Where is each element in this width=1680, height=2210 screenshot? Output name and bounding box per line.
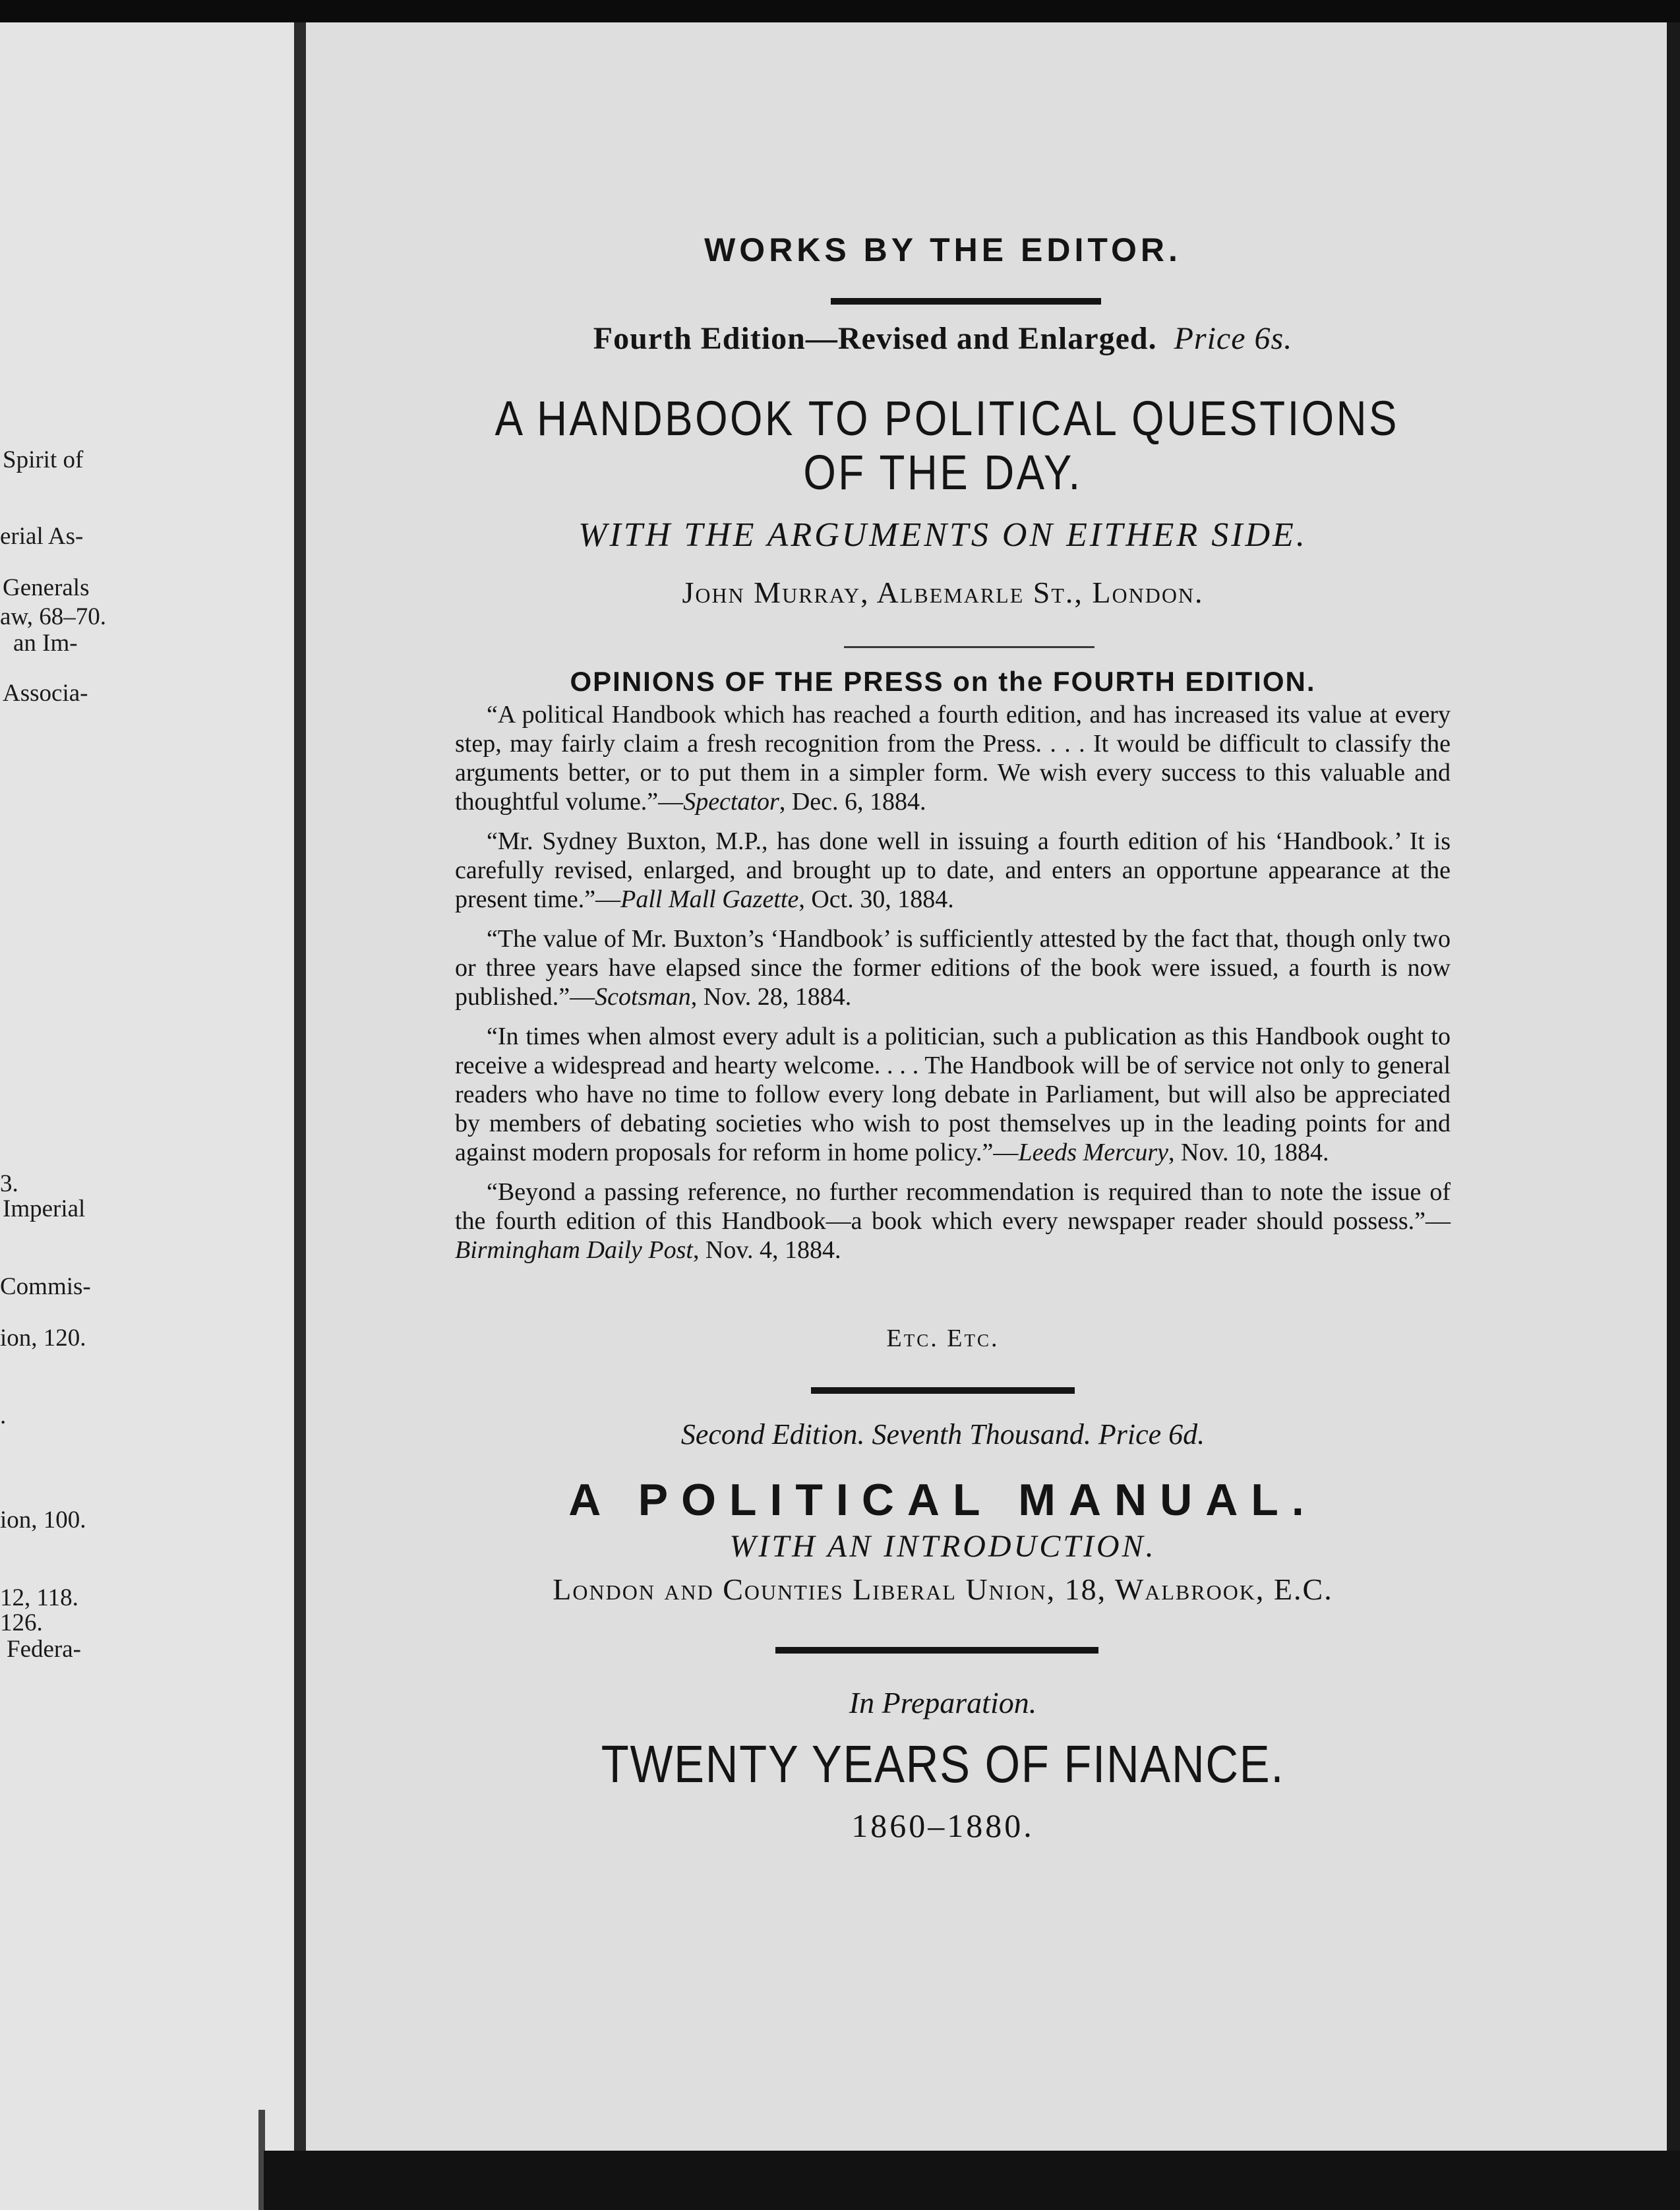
- quote-source: Scotsman: [595, 983, 691, 1011]
- scan-border-top: [0, 0, 1680, 22]
- press-quote: “The value of Mr. Buxton’s ‘Handbook’ is sufficiently attested by the fact that, though only two or three years have elapsed since the former editions of the book were issued, a fourth is now published.”—Scotsman, Nov. 28, 1884.: [455, 925, 1451, 1011]
- facing-page-fragment: Federa-: [7, 1636, 81, 1663]
- book2-subtitle: WITH AN INTRODUCTION.: [729, 1529, 1156, 1564]
- facing-page-fragment: 126.: [0, 1609, 43, 1636]
- book1-price: Price 6s.: [1174, 321, 1293, 356]
- book1-edition-line: [422, 320, 1464, 357]
- book3-years: 1860–1880.: [851, 1807, 1035, 1844]
- facing-page-fragment: ion, 120.: [0, 1325, 86, 1352]
- facing-page-fragment: Associa-: [3, 680, 88, 707]
- facing-page: [0, 0, 303, 2210]
- opinions-heading: OPINIONS OF THE PRESS on the FOURTH EDITION.: [570, 666, 1316, 697]
- book3-title: TWENTY YEARS OF FINANCE.: [601, 1735, 1285, 1793]
- thick-rule: [831, 298, 1101, 305]
- facing-page-fragment: 3.: [0, 1170, 18, 1197]
- thin-rule: [844, 646, 1095, 648]
- facing-page-fragment: Spirit of: [3, 446, 84, 473]
- quote-source: Spectator: [683, 788, 779, 816]
- thick-rule: [775, 1647, 1098, 1654]
- press-quote: “Beyond a passing reference, no further recommendation is required than to note the issue of the fourth edition of this Handbook—a book which every newspaper reader should possess.”—Birmingham Daily Post, Nov. 4, 1884.: [455, 1178, 1451, 1264]
- press-quote: “In times when almost every adult is a politician, such a publication as this Handbook ought to receive a widespread and hearty welcome. . . . The Handbook will be of service not only to general readers who have no time to follow every long debate in Parliament, but will also be appreciated by members of debating societies who wish to post themselves up in the leading points for and against modern proposals for reform in home policy.”—Leeds Mercury, Nov. 10, 1884.: [455, 1023, 1451, 1166]
- facing-page-fragment: aw, 68–70.: [0, 603, 106, 630]
- facing-page-fragment: Commis-: [0, 1273, 91, 1300]
- facing-page-fragment: Imperial: [3, 1195, 86, 1222]
- book1-subtitle: WITH THE ARGUMENTS ON EITHER SIDE.: [578, 516, 1307, 554]
- facing-page-fragment: erial As-: [0, 523, 84, 550]
- facing-page-fragment: an Im-: [13, 630, 78, 657]
- thick-rule: [811, 1387, 1075, 1394]
- book-gutter: [294, 0, 306, 2210]
- book1-title-line2: OF THE DAY.: [803, 445, 1083, 500]
- book2-publisher: London and Counties Liberal Union, 18, Walbrook, E.C.: [553, 1572, 1333, 1606]
- book1-title-line1: A HANDBOOK TO POLITICAL QUESTIONS: [495, 391, 1399, 446]
- book3-status: In Preparation.: [849, 1686, 1037, 1719]
- facing-page-fragment: 12, 118.: [0, 1584, 78, 1611]
- press-quote: “Mr. Sydney Buxton, M.P., has done well in issuing a fourth edition of his ‘Handbook.’ It is carefully revised, enlarged, and brought up to date, and enters an opportune appearance at the present time.”—Pall Mall Gazette, Oct. 30, 1884.: [455, 827, 1451, 913]
- press-quote: “A political Handbook which has reached a fourth edition, and has increased its value at every step, may fairly claim a fresh recognition from the Press. . . . It would be difficult to classify the arguments better, or to put them in a simpler form. We wish every success to this valuable and thoughtful volume.”—Spectator, Dec. 6, 1884.: [455, 701, 1451, 816]
- press-quotes: [455, 700, 1451, 1275]
- facing-page-fragment: .: [0, 1402, 7, 1429]
- etc-line: Etc. Etc.: [886, 1325, 1000, 1352]
- page-edge: [1667, 0, 1680, 2210]
- book2-edition: Second Edition. Seventh Thousand. Price 6d.: [680, 1418, 1205, 1450]
- book2-title: A POLITICAL MANUAL.: [568, 1475, 1317, 1525]
- book1-publisher: John Murray, Albemarle St., London.: [682, 576, 1204, 609]
- facing-page-fragment: ion, 100.: [0, 1507, 86, 1534]
- quote-source: Pall Mall Gazette: [620, 885, 799, 913]
- scan-border-bottom: [264, 2151, 1680, 2210]
- quote-source: Leeds Mercury: [1018, 1139, 1169, 1166]
- page-title: WORKS BY THE EDITOR.: [704, 231, 1182, 268]
- book1-edition: Fourth Edition—Revised and Enlarged.: [593, 321, 1157, 356]
- quote-source: Birmingham Daily Post: [455, 1236, 693, 1264]
- facing-page-fragment: Generals: [3, 574, 90, 601]
